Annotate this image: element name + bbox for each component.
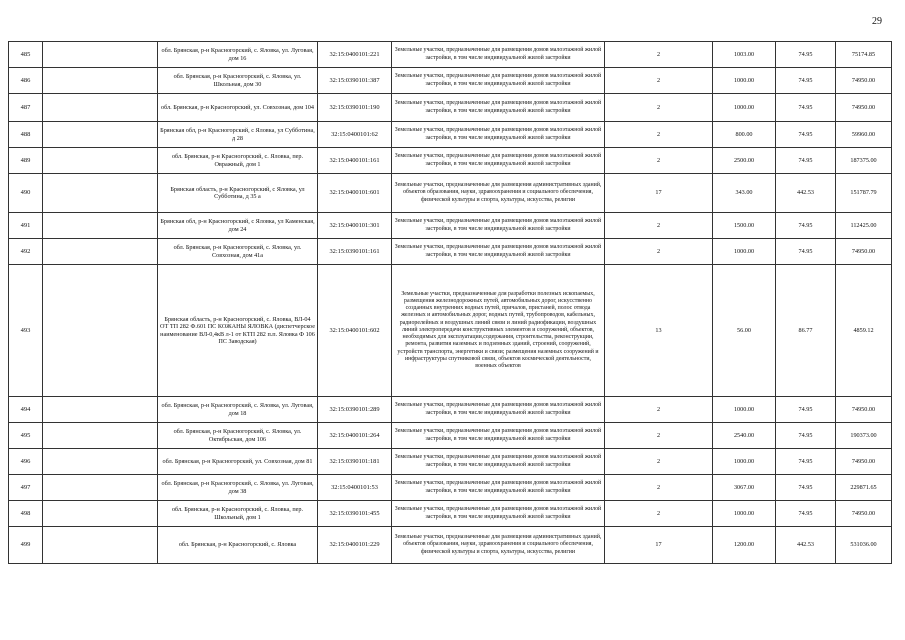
- area-cell: 1000.00: [713, 397, 776, 423]
- table-row: [9, 213, 892, 239]
- address-cell: обл. Брянская, р-н Красногорский, с. Яловка, ул. Совхозная, дом 41а: [158, 239, 318, 265]
- address-cell: обл. Брянская, р-н Красногорский, с. Яловка: [158, 527, 318, 564]
- specific-value-cell: 74.95: [776, 423, 836, 449]
- address-cell: обл. Брянская, р-н Красногорский, с. Яловка, ул. Луговая, дом 18: [158, 397, 318, 423]
- cadastral-number-cell: 32:15:0400101:601: [318, 174, 392, 213]
- cadastral-number-cell: 32:15:0400101:602: [318, 265, 392, 397]
- cadastral-number-cell: 32:15:0390101:181: [318, 449, 392, 475]
- category-code-cell: 17: [605, 174, 713, 213]
- cadastral-number-cell: 32:15:0400101:264: [318, 423, 392, 449]
- cadastral-value-cell: 229871.65: [836, 475, 892, 501]
- land-use-cell: Земельные участки, предназначенные для размещения домов малоэтажной жилой застройки, в том числе индивидуальной жилой застройки: [392, 423, 605, 449]
- table-row: [9, 94, 892, 122]
- category-code-cell: 2: [605, 213, 713, 239]
- cadastral-number-cell: 32:15:0390101:161: [318, 239, 392, 265]
- row-number-cell: 490: [9, 174, 43, 213]
- category-code-cell: 2: [605, 423, 713, 449]
- cadastral-number-cell: 32:15:0400101:229: [318, 527, 392, 564]
- land-use-cell: Земельные участки, предназначенные для размещения домов малоэтажной жилой застройки, в том числе индивидуальной жилой застройки: [392, 213, 605, 239]
- cadastral-number-cell: 32:15:0390101:455: [318, 501, 392, 527]
- table-body: [9, 42, 892, 564]
- gap-cell: [43, 397, 158, 423]
- row-number-cell: 485: [9, 42, 43, 68]
- area-cell: 1000.00: [713, 449, 776, 475]
- area-cell: 1000.00: [713, 501, 776, 527]
- specific-value-cell: 74.95: [776, 94, 836, 122]
- land-use-cell: Земельные участки, предназначенные для размещения домов малоэтажной жилой застройки, в том числе индивидуальной жилой застройки: [392, 68, 605, 94]
- area-cell: 3067.00: [713, 475, 776, 501]
- gap-cell: [43, 68, 158, 94]
- gap-cell: [43, 122, 158, 148]
- specific-value-cell: 442.53: [776, 174, 836, 213]
- area-cell: 1200.00: [713, 527, 776, 564]
- cadastral-number-cell: 32:15:0390101:289: [318, 397, 392, 423]
- cadastral-value-cell: 74950.00: [836, 501, 892, 527]
- cadastral-value-cell: 74950.00: [836, 94, 892, 122]
- table-row: [9, 449, 892, 475]
- cadastral-value-cell: 74950.00: [836, 239, 892, 265]
- row-number-cell: 498: [9, 501, 43, 527]
- specific-value-cell: 74.95: [776, 475, 836, 501]
- cadastral-value-cell: 187375.00: [836, 148, 892, 174]
- specific-value-cell: 74.95: [776, 148, 836, 174]
- gap-cell: [43, 501, 158, 527]
- land-use-cell: Земельные участки, предназначенные для размещения домов малоэтажной жилой застройки, в том числе индивидуальной жилой застройки: [392, 94, 605, 122]
- specific-value-cell: 74.95: [776, 239, 836, 265]
- address-cell: обл. Брянская, р-н Красногорский, с. Яловка, ул. Октябрьская, дом 106: [158, 423, 318, 449]
- row-number-cell: 494: [9, 397, 43, 423]
- land-use-cell: Земельные участки, предназначенные для размещения домов малоэтажной жилой застройки, в том числе индивидуальной жилой застройки: [392, 397, 605, 423]
- gap-cell: [43, 148, 158, 174]
- table-row: [9, 475, 892, 501]
- specific-value-cell: 74.95: [776, 42, 836, 68]
- cadastral-value-cell: 74950.00: [836, 68, 892, 94]
- table-row: [9, 397, 892, 423]
- row-number-cell: 487: [9, 94, 43, 122]
- area-cell: 1000.00: [713, 68, 776, 94]
- row-number-cell: 488: [9, 122, 43, 148]
- specific-value-cell: 74.95: [776, 122, 836, 148]
- address-cell: обл. Брянская, р-н Красногорский, ул. Совхозная, дом 104: [158, 94, 318, 122]
- cadastral-value-cell: 74950.00: [836, 449, 892, 475]
- category-code-cell: 2: [605, 148, 713, 174]
- address-cell: обл. Брянская, р-н Красногорский, ул. Совхозная, дом 81: [158, 449, 318, 475]
- cadastral-number-cell: 32:15:0400101:221: [318, 42, 392, 68]
- table-row: [9, 148, 892, 174]
- category-code-cell: 2: [605, 449, 713, 475]
- table-row: [9, 68, 892, 94]
- category-code-cell: 2: [605, 94, 713, 122]
- category-code-cell: 2: [605, 68, 713, 94]
- table-row: [9, 527, 892, 564]
- land-use-cell: Земельные участки, предназначенные для размещения домов малоэтажной жилой застройки, в том числе индивидуальной жилой застройки: [392, 42, 605, 68]
- land-use-cell: Земельные участки, предназначенные для размещения административных зданий, объектов образования, науки, здравоохранения и социального обеспечения, физической культуры и спорта, культуры, искусства, религии: [392, 174, 605, 213]
- gap-cell: [43, 42, 158, 68]
- category-code-cell: 17: [605, 527, 713, 564]
- address-cell: обл. Брянская, р-н Красногорский, с. Яловка, пер. Школьный, дом 1: [158, 501, 318, 527]
- cadastral-value-cell: 531036.00: [836, 527, 892, 564]
- land-use-cell: Земельные участки, предназначенные для размещения домов малоэтажной жилой застройки, в том числе индивидуальной жилой застройки: [392, 475, 605, 501]
- row-number-cell: 489: [9, 148, 43, 174]
- cadastral-number-cell: 32:15:0400101:62: [318, 122, 392, 148]
- area-cell: 343.00: [713, 174, 776, 213]
- address-cell: обл. Брянская, р-н Красногорский, с. Яловка, ул. Школьная, дом 30: [158, 68, 318, 94]
- land-use-cell: Земельные участки, предназначенные для разработки полезных ископаемых, размещения железнодорожных путей, автомобильных дорог, искусственно созданных внутренних водных путей, причалов, пристаней, полос отвода железных и автомобильных дорог, водных путей, трубопроводов, кабельных, радиорелейных и воздушных линий связи и линий радиофикации, воздушных линий электропередачи конструктивных элементов и сооружений, объектов, необходимых для эксплуатации,содержания, строительства, реконструкции, ремонта, развития наземных и подземных зданий, строений, сооружений, устройств транспорта, энергетики и связи; размещения наземных сооружений и инфраструктуры спутниковой связи, объектов космической деятельности, военных объектов: [392, 265, 605, 397]
- address-cell: Брянская область, р-н Красногорский, с. Яловка, ВЛ-04 ОТ ТП 282 Ф.601 ПС КОЖАНЫ ЯЛОВКА (диспетчерское наименование ВЛ-0,4кВ л-1 от КТП 282 п.п. Яловка Ф 106 ПС Заводская): [158, 265, 318, 397]
- specific-value-cell: 74.95: [776, 449, 836, 475]
- table-row: [9, 42, 892, 68]
- address-cell: обл. Брянская, р-н Красногорский, с. Яловка, пер. Овражный, дом 1: [158, 148, 318, 174]
- gap-cell: [43, 449, 158, 475]
- cadastral-value-cell: 74950.00: [836, 397, 892, 423]
- category-code-cell: 2: [605, 239, 713, 265]
- specific-value-cell: 74.95: [776, 501, 836, 527]
- land-use-cell: Земельные участки, предназначенные для размещения домов малоэтажной жилой застройки, в том числе индивидуальной жилой застройки: [392, 148, 605, 174]
- cadastral-number-cell: 32:15:0400101:301: [318, 213, 392, 239]
- specific-value-cell: 86.77: [776, 265, 836, 397]
- row-number-cell: 495: [9, 423, 43, 449]
- row-number-cell: 493: [9, 265, 43, 397]
- cadastral-value-cell: 112425.00: [836, 213, 892, 239]
- address-cell: Брянская обл, р-н Красногорский, с Яловка, ул Субботина, д 28: [158, 122, 318, 148]
- land-use-cell: Земельные участки, предназначенные для размещения домов малоэтажной жилой застройки, в том числе индивидуальной жилой застройки: [392, 449, 605, 475]
- gap-cell: [43, 265, 158, 397]
- table-row: [9, 122, 892, 148]
- gap-cell: [43, 475, 158, 501]
- cadastral-value-cell: 59960.00: [836, 122, 892, 148]
- cadastral-value-cell: 151787.79: [836, 174, 892, 213]
- table-row: [9, 501, 892, 527]
- specific-value-cell: 442.53: [776, 527, 836, 564]
- cadastral-value-cell: 190373.00: [836, 423, 892, 449]
- row-number-cell: 491: [9, 213, 43, 239]
- table-row: [9, 265, 892, 397]
- area-cell: 800.00: [713, 122, 776, 148]
- land-use-cell: Земельные участки, предназначенные для размещения административных зданий, объектов образования, науки, здравоохранения и социального обеспечения, физической культуры и спорта, культуры, искусства, религии: [392, 527, 605, 564]
- specific-value-cell: 74.95: [776, 397, 836, 423]
- gap-cell: [43, 423, 158, 449]
- gap-cell: [43, 239, 158, 265]
- gap-cell: [43, 174, 158, 213]
- cadastral-value-cell: 4859.12: [836, 265, 892, 397]
- table-row: [9, 239, 892, 265]
- row-number-cell: 497: [9, 475, 43, 501]
- row-number-cell: 496: [9, 449, 43, 475]
- cadastral-number-cell: 32:15:0390101:387: [318, 68, 392, 94]
- category-code-cell: 2: [605, 42, 713, 68]
- table-row: [9, 423, 892, 449]
- land-use-cell: Земельные участки, предназначенные для размещения домов малоэтажной жилой застройки, в том числе индивидуальной жилой застройки: [392, 122, 605, 148]
- area-cell: 1000.00: [713, 239, 776, 265]
- address-cell: обл. Брянская, р-н Красногорский, с. Яловка, ул. Луговая, дом 38: [158, 475, 318, 501]
- land-use-cell: Земельные участки, предназначенные для размещения домов малоэтажной жилой застройки, в том числе индивидуальной жилой застройки: [392, 239, 605, 265]
- address-cell: Брянская обл, р-н Красногорский, с Яловка, ул Каменская, дом 24: [158, 213, 318, 239]
- area-cell: 1000.00: [713, 94, 776, 122]
- row-number-cell: 486: [9, 68, 43, 94]
- cadastral-number-cell: 32:15:0400101:161: [318, 148, 392, 174]
- cadastral-value-cell: 75174.85: [836, 42, 892, 68]
- cadastral-number-cell: 32:15:0390101:190: [318, 94, 392, 122]
- gap-cell: [43, 213, 158, 239]
- table-row: [9, 174, 892, 213]
- gap-cell: [43, 94, 158, 122]
- address-cell: обл. Брянская, р-н Красногорский, с. Яловка, ул. Луговая, дом 16: [158, 42, 318, 68]
- category-code-cell: 13: [605, 265, 713, 397]
- specific-value-cell: 74.95: [776, 213, 836, 239]
- page-number: 29: [872, 16, 882, 27]
- category-code-cell: 2: [605, 122, 713, 148]
- specific-value-cell: 74.95: [776, 68, 836, 94]
- address-cell: Брянская область, р-н Красногорский, с Яловка, ул Субботина, д 35 а: [158, 174, 318, 213]
- row-number-cell: 492: [9, 239, 43, 265]
- area-cell: 1003.00: [713, 42, 776, 68]
- area-cell: 1500.00: [713, 213, 776, 239]
- area-cell: 2540.00: [713, 423, 776, 449]
- cadastral-number-cell: 32:15:0400101:53: [318, 475, 392, 501]
- category-code-cell: 2: [605, 397, 713, 423]
- row-number-cell: 499: [9, 527, 43, 564]
- gap-cell: [43, 527, 158, 564]
- category-code-cell: 2: [605, 501, 713, 527]
- category-code-cell: 2: [605, 475, 713, 501]
- area-cell: 56.00: [713, 265, 776, 397]
- land-use-cell: Земельные участки, предназначенные для размещения домов малоэтажной жилой застройки, в том числе индивидуальной жилой застройки: [392, 501, 605, 527]
- area-cell: 2500.00: [713, 148, 776, 174]
- cadastral-value-table: [8, 41, 892, 564]
